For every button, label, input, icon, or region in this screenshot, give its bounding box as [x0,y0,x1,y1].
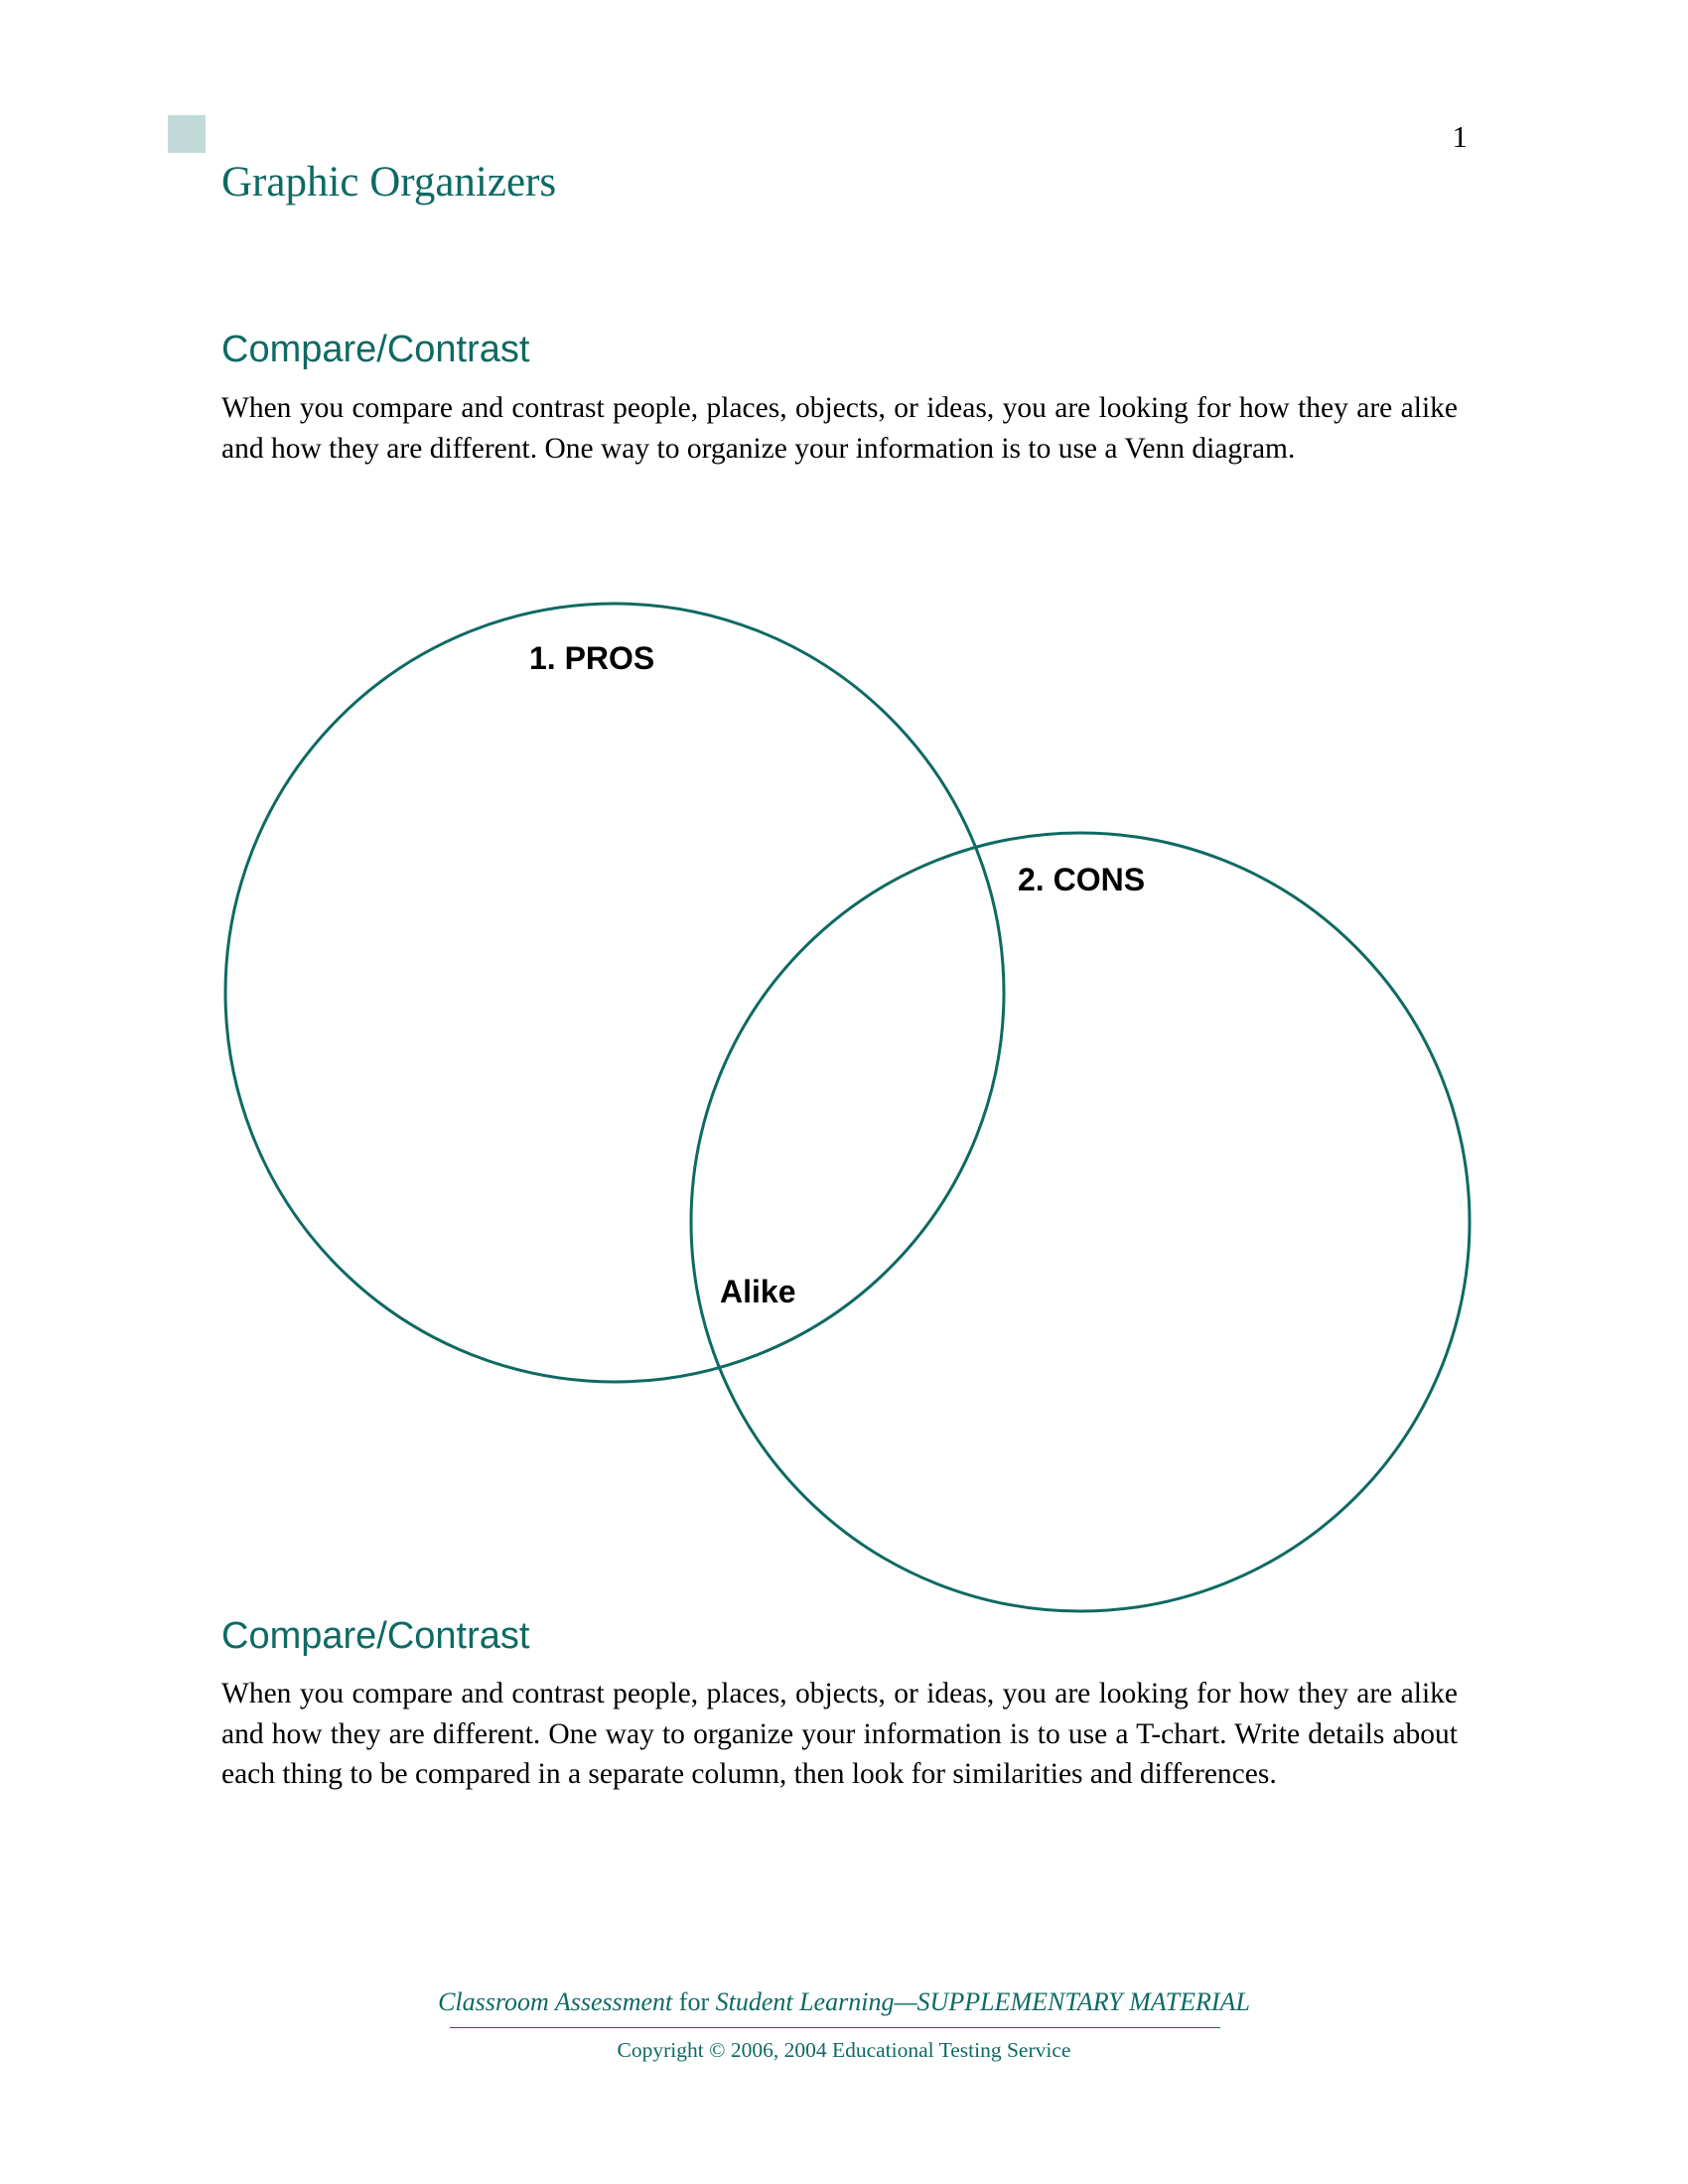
venn-label-alike: Alike [720,1274,796,1309]
section-body-venn: When you compare and contrast people, places, objects, or ideas, you are looking for how they are alike and how they are different. One way to organize your information is to use a Venn diagram. [221,392,1458,465]
footer-copyright: Copyright © 2006, 2004 Educational Testing Service [617,2038,1071,2062]
corner-decoration [168,115,206,153]
venn-circle-cons [691,833,1470,1611]
footer-title [0,1985,1688,2019]
page-number: 1 [1452,119,1468,154]
footer-title-part3: Student Learning—SUPPLEMENTARY MATERIAL [715,1987,1250,2016]
section-heading-venn: Compare/Contrast [221,329,530,370]
page-title: Graphic Organizers [221,159,557,205]
footer-title-part2: for [672,1987,716,2016]
venn-label-pros: 1. PROS [529,640,655,676]
venn-label-cons: 2. CONS [1018,862,1146,897]
section-body-tchart: When you compare and contrast people, places, objects, or ideas, you are looking for how they are alike and how they are different. One way to organize your information is to use a T-chart. Write details about each thing to be compared in a separate column, then look for similarities and differences. [221,1678,1458,1790]
footer-title-part1: Classroom Assessment [438,1987,673,2016]
section-heading-tchart: Compare/Contrast [221,1615,530,1657]
footer-divider [450,2027,1220,2028]
venn-circle-pros [225,604,1004,1382]
